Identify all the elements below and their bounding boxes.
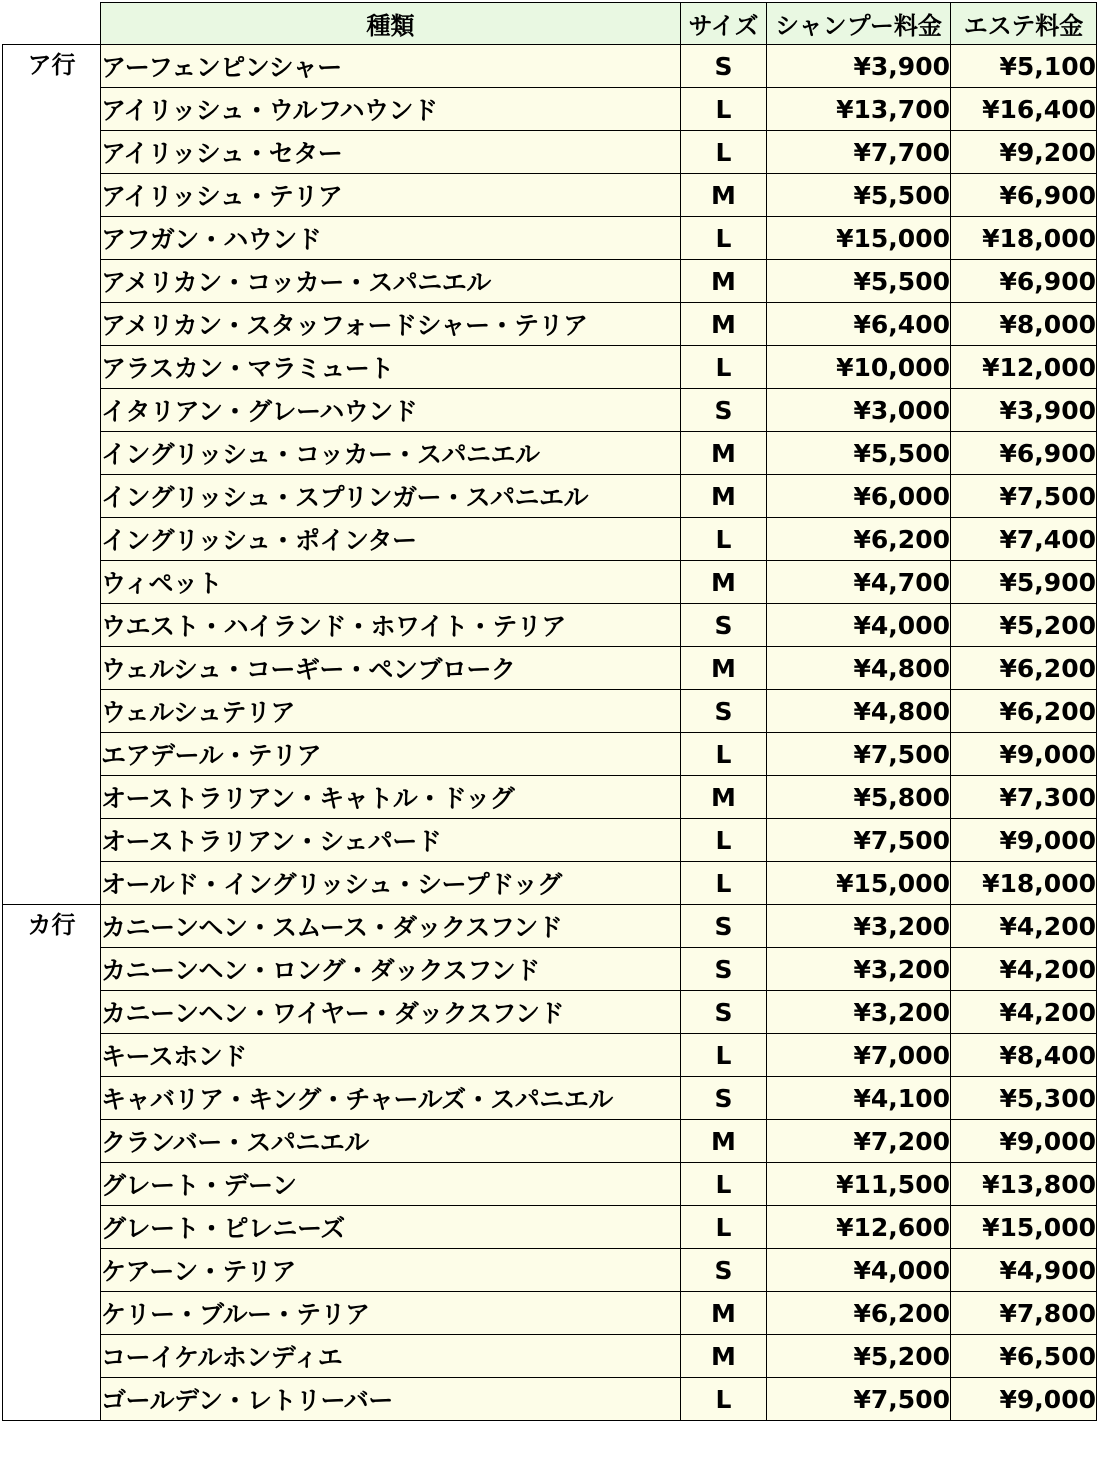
group-label [3,690,101,733]
group-label [3,475,101,518]
group-label [3,1077,101,1120]
table-row [3,131,1097,174]
esthe-price-cell: ¥4,200 [951,905,1097,948]
shampoo-price-cell: ¥3,900 [767,45,951,88]
table-row [3,1335,1097,1378]
group-label [3,389,101,432]
shampoo-price-cell: ¥6,400 [767,303,951,346]
table-row [3,991,1097,1034]
table-row [3,1206,1097,1249]
group-label: カ行 [3,905,101,948]
size-cell: L [681,1378,767,1421]
breed-cell: アイリッシュ・ウルフハウンド [101,88,681,131]
size-cell: S [681,389,767,432]
header-esthe: エステ料金 [951,3,1097,45]
breed-cell: カニーンヘン・スムース・ダックスフンド [101,905,681,948]
group-label [3,303,101,346]
shampoo-price-cell: ¥5,500 [767,260,951,303]
size-cell: L [681,518,767,561]
esthe-price-cell: ¥4,200 [951,991,1097,1034]
table-row [3,561,1097,604]
size-cell: M [681,303,767,346]
shampoo-price-cell: ¥5,800 [767,776,951,819]
group-label [3,1335,101,1378]
shampoo-price-cell: ¥3,200 [767,991,951,1034]
breed-cell: ウェルシュ・コーギー・ペンブローク [101,647,681,690]
group-label: ア行 [3,45,101,88]
shampoo-price-cell: ¥6,200 [767,518,951,561]
size-cell: L [681,733,767,776]
group-label [3,260,101,303]
table-row [3,432,1097,475]
esthe-price-cell: ¥4,900 [951,1249,1097,1292]
group-label [3,1163,101,1206]
esthe-price-cell: ¥9,000 [951,1120,1097,1163]
table-row [3,776,1097,819]
group-label [3,561,101,604]
size-cell: L [681,131,767,174]
shampoo-price-cell: ¥10,000 [767,346,951,389]
size-cell: S [681,604,767,647]
esthe-price-cell: ¥18,000 [951,217,1097,260]
shampoo-price-cell: ¥5,500 [767,174,951,217]
esthe-price-cell: ¥15,000 [951,1206,1097,1249]
shampoo-price-cell: ¥5,200 [767,1335,951,1378]
shampoo-price-cell: ¥7,200 [767,1120,951,1163]
size-cell: S [681,905,767,948]
esthe-price-cell: ¥3,900 [951,389,1097,432]
size-cell: L [681,217,767,260]
shampoo-price-cell: ¥3,200 [767,905,951,948]
group-label [3,991,101,1034]
table-row [3,475,1097,518]
esthe-price-cell: ¥7,800 [951,1292,1097,1335]
breed-cell: アメリカン・コッカー・スパニエル [101,260,681,303]
table-row [3,260,1097,303]
breed-cell: ケリー・ブルー・テリア [101,1292,681,1335]
table-row [3,1292,1097,1335]
shampoo-price-cell: ¥13,700 [767,88,951,131]
breed-cell: クランバー・スパニエル [101,1120,681,1163]
breed-cell: アイリッシュ・セター [101,131,681,174]
breed-cell: コーイケルホンディエ [101,1335,681,1378]
shampoo-price-cell: ¥6,200 [767,1292,951,1335]
shampoo-price-cell: ¥4,000 [767,604,951,647]
header-size: サイズ [681,3,767,45]
breed-cell: オーストラリアン・シェパード [101,819,681,862]
esthe-price-cell: ¥16,400 [951,88,1097,131]
esthe-price-cell: ¥12,000 [951,346,1097,389]
breed-cell: キャバリア・キング・チャールズ・スパニエル [101,1077,681,1120]
price-table [2,2,1097,1421]
shampoo-price-cell: ¥3,200 [767,948,951,991]
table-row [3,88,1097,131]
table-row [3,862,1097,905]
size-cell: S [681,948,767,991]
esthe-price-cell: ¥6,900 [951,432,1097,475]
breed-cell: アメリカン・スタッフォードシャー・テリア [101,303,681,346]
esthe-price-cell: ¥6,500 [951,1335,1097,1378]
shampoo-price-cell: ¥4,100 [767,1077,951,1120]
esthe-price-cell: ¥7,300 [951,776,1097,819]
size-cell: L [681,346,767,389]
size-cell: M [681,432,767,475]
esthe-price-cell: ¥9,000 [951,819,1097,862]
group-label [3,604,101,647]
size-cell: M [681,776,767,819]
size-cell: M [681,561,767,604]
size-cell: M [681,475,767,518]
breed-cell: エアデール・テリア [101,733,681,776]
esthe-price-cell: ¥5,200 [951,604,1097,647]
table-row [3,1077,1097,1120]
shampoo-price-cell: ¥4,000 [767,1249,951,1292]
esthe-price-cell: ¥7,500 [951,475,1097,518]
table-row [3,45,1097,88]
table-row [3,1034,1097,1077]
size-cell: L [681,1034,767,1077]
table-body [3,45,1097,1421]
table-row [3,905,1097,948]
table-row [3,948,1097,991]
breed-cell: イングリッシュ・コッカー・スパニエル [101,432,681,475]
breed-cell: オーストラリアン・キャトル・ドッグ [101,776,681,819]
table-row [3,217,1097,260]
size-cell: M [681,1120,767,1163]
shampoo-price-cell: ¥7,500 [767,733,951,776]
group-label [3,174,101,217]
shampoo-price-cell: ¥4,800 [767,690,951,733]
table-row [3,1249,1097,1292]
shampoo-price-cell: ¥4,800 [767,647,951,690]
esthe-price-cell: ¥13,800 [951,1163,1097,1206]
shampoo-price-cell: ¥4,700 [767,561,951,604]
breed-cell: ウェルシュテリア [101,690,681,733]
shampoo-price-cell: ¥6,000 [767,475,951,518]
shampoo-price-cell: ¥7,000 [767,1034,951,1077]
size-cell: M [681,1292,767,1335]
size-cell: L [681,1163,767,1206]
esthe-price-cell: ¥5,100 [951,45,1097,88]
breed-cell: ウィペット [101,561,681,604]
shampoo-price-cell: ¥15,000 [767,217,951,260]
breed-cell: グレート・デーン [101,1163,681,1206]
size-cell: L [681,88,767,131]
esthe-price-cell: ¥9,000 [951,1378,1097,1421]
esthe-price-cell: ¥5,300 [951,1077,1097,1120]
esthe-price-cell: ¥6,200 [951,647,1097,690]
breed-cell: ウエスト・ハイランド・ホワイト・テリア [101,604,681,647]
shampoo-price-cell: ¥7,500 [767,1378,951,1421]
breed-cell: グレート・ピレニーズ [101,1206,681,1249]
shampoo-price-cell: ¥7,700 [767,131,951,174]
shampoo-price-cell: ¥5,500 [767,432,951,475]
breed-cell: イングリッシュ・ポインター [101,518,681,561]
table-row [3,174,1097,217]
table-row [3,819,1097,862]
table-row [3,346,1097,389]
header-breed: 種類 [101,3,681,45]
size-cell: S [681,45,767,88]
group-label [3,862,101,905]
size-cell: M [681,174,767,217]
size-cell: S [681,1249,767,1292]
group-label [3,1292,101,1335]
esthe-price-cell: ¥6,900 [951,260,1097,303]
table-row [3,604,1097,647]
esthe-price-cell: ¥5,900 [951,561,1097,604]
table-row [3,1120,1097,1163]
group-label [3,1249,101,1292]
group-label [3,217,101,260]
size-cell: M [681,1335,767,1378]
size-cell: L [681,862,767,905]
breed-cell: アーフェンピンシャー [101,45,681,88]
group-label [3,432,101,475]
group-label [3,776,101,819]
table-row [3,733,1097,776]
header-row [3,3,1097,45]
header-shampoo: シャンプー料金 [767,3,951,45]
size-cell: M [681,647,767,690]
table-row [3,690,1097,733]
group-label [3,88,101,131]
esthe-price-cell: ¥18,000 [951,862,1097,905]
breed-cell: アフガン・ハウンド [101,217,681,260]
breed-cell: キースホンド [101,1034,681,1077]
esthe-price-cell: ¥8,000 [951,303,1097,346]
breed-cell: ケアーン・テリア [101,1249,681,1292]
breed-cell: カニーンヘン・ロング・ダックスフンド [101,948,681,991]
table-row [3,303,1097,346]
table-row [3,1163,1097,1206]
esthe-price-cell: ¥7,400 [951,518,1097,561]
size-cell: L [681,819,767,862]
group-label [3,647,101,690]
group-label [3,346,101,389]
group-label [3,733,101,776]
breed-cell: アイリッシュ・テリア [101,174,681,217]
group-label [3,1034,101,1077]
breed-cell: イングリッシュ・スプリンガー・スパニエル [101,475,681,518]
size-cell: S [681,991,767,1034]
group-label [3,1206,101,1249]
esthe-price-cell: ¥8,400 [951,1034,1097,1077]
size-cell: S [681,1077,767,1120]
group-label [3,131,101,174]
size-cell: S [681,690,767,733]
table-row [3,1378,1097,1421]
breed-cell: カニーンヘン・ワイヤー・ダックスフンド [101,991,681,1034]
esthe-price-cell: ¥9,000 [951,733,1097,776]
group-label [3,948,101,991]
esthe-price-cell: ¥4,200 [951,948,1097,991]
size-cell: L [681,1206,767,1249]
size-cell: M [681,260,767,303]
breed-cell: ゴールデン・レトリーバー [101,1378,681,1421]
breed-cell: アラスカン・マラミュート [101,346,681,389]
shampoo-price-cell: ¥12,600 [767,1206,951,1249]
group-label [3,518,101,561]
shampoo-price-cell: ¥3,000 [767,389,951,432]
shampoo-price-cell: ¥7,500 [767,819,951,862]
shampoo-price-cell: ¥15,000 [767,862,951,905]
table-row [3,647,1097,690]
group-label [3,1378,101,1421]
breed-cell: オールド・イングリッシュ・シープドッグ [101,862,681,905]
group-label [3,1120,101,1163]
esthe-price-cell: ¥9,200 [951,131,1097,174]
table-row [3,518,1097,561]
breed-cell: イタリアン・グレーハウンド [101,389,681,432]
esthe-price-cell: ¥6,200 [951,690,1097,733]
shampoo-price-cell: ¥11,500 [767,1163,951,1206]
header-blank [3,3,101,45]
table-row [3,389,1097,432]
esthe-price-cell: ¥6,900 [951,174,1097,217]
group-label [3,819,101,862]
